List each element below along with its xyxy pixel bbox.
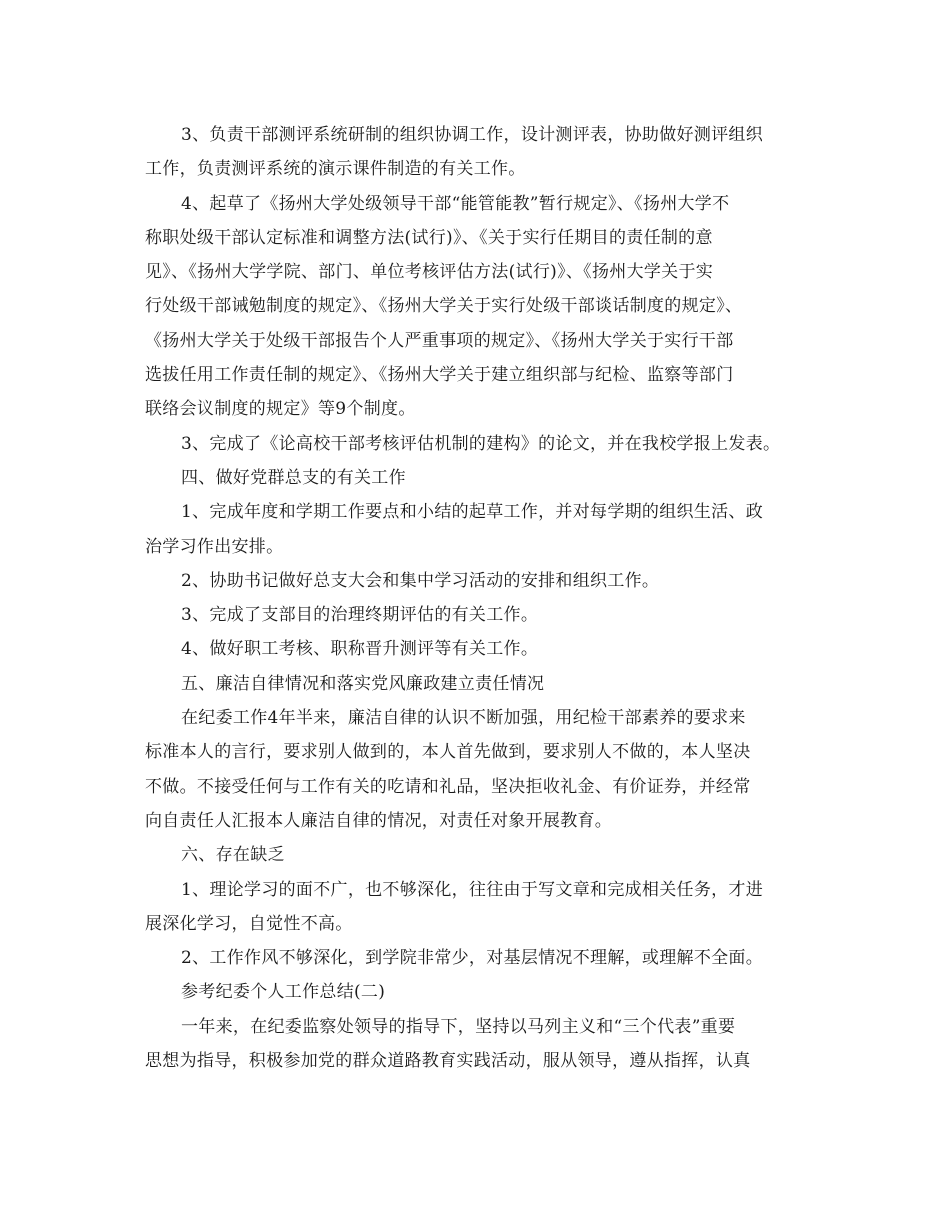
section-heading: 六、存在缺乏 bbox=[181, 845, 285, 866]
paragraph-line: 选拔任用工作责任制的规定》、《扬州大学关于建立组织部与纪检、监察等部门 bbox=[145, 365, 734, 386]
paragraph-line: 一年来，在纪委监察处领导的指导下，坚持以马列主义和“三个代表”重要 bbox=[181, 1016, 736, 1037]
paragraph-line: 展深化学习，自觉性不高。 bbox=[145, 913, 353, 934]
paragraph-line: 联络会议制度的规定》等9个制度。 bbox=[145, 399, 416, 420]
paragraph-line: 2、协助书记做好总支大会和集中学习活动的安排和组织工作。 bbox=[181, 570, 660, 591]
paragraph-line: 4、做好职工考核、职称晋升测评等有关工作。 bbox=[181, 639, 539, 660]
document-body bbox=[145, 118, 825, 1078]
paragraph-line: 见》、《扬州大学学院、部门、单位考核评估方法(试行)》、《扬州大学关于实 bbox=[145, 262, 714, 283]
paragraph-line: 行处级干部诫勉制度的规定》、《扬州大学关于实行处级干部谈话制度的规定》、 bbox=[145, 296, 743, 317]
paragraph-line: 1、完成年度和学期工作要点和小结的起草工作，并对每学期的组织生活、政 bbox=[181, 502, 764, 523]
paragraph-line: 标准本人的言行，要求别人做到的，本人首先做到，要求别人不做的，本人坚决 bbox=[145, 742, 751, 763]
section-heading: 四、做好党群总支的有关工作 bbox=[181, 467, 406, 488]
paragraph-line: 《扬州大学关于处级干部报告个人严重事项的规定》、《扬州大学关于实行干部 bbox=[145, 330, 734, 351]
paragraph-line: 不做。不接受任何与工作有关的吃请和礼品，坚决拒收礼金、有价证券，并经常 bbox=[145, 776, 751, 797]
paragraph-line: 4、起草了《扬州大学处级领导干部“能管能教”暂行规定》、《扬州大学不 bbox=[181, 193, 730, 214]
paragraph-line: 思想为指导，积极参加党的群众道路教育实践活动，服从领导，遵从指挥，认真 bbox=[145, 1051, 751, 1072]
paragraph-line: 3、完成了支部目的治理终期评估的有关工作。 bbox=[181, 605, 539, 626]
paragraph-line: 3、完成了《论高校干部考核评估机制的建构》的论文，并在我校学报上发表。 bbox=[181, 433, 781, 454]
section-heading: 参考纪委个人工作总结(二) bbox=[181, 982, 386, 1003]
paragraph-line: 称职处级干部认定标准和调整方法(试行)》、《关于实行任期目的责任制的意 bbox=[145, 227, 713, 248]
paragraph-line: 2、工作作风不够深化，到学院非常少，对基层情况不理解，或理解不全面。 bbox=[181, 948, 764, 969]
paragraph-line: 3、负责干部测评系统研制的组织协调工作，设计测评表，协助做好测评组织 bbox=[181, 125, 764, 145]
paragraph-line: 1、理论学习的面不广，也不够深化，往往由于写文章和完成相关任务，才进 bbox=[181, 879, 764, 900]
paragraph-line: 向自责任人汇报本人廉洁自律的情况，对责任对象开展教育。 bbox=[145, 810, 613, 831]
paragraph-line: 在纪委工作4年半来，廉洁自律的认识不断加强，用纪检干部素养的要求来 bbox=[181, 708, 746, 729]
paragraph-line: 工作，负责测评系统的演示课件制造的有关工作。 bbox=[145, 159, 526, 180]
section-heading: 五、廉洁自律情况和落实党风廉政建立责任情况 bbox=[181, 673, 545, 694]
paragraph-line: 治学习作出安排。 bbox=[145, 536, 284, 557]
